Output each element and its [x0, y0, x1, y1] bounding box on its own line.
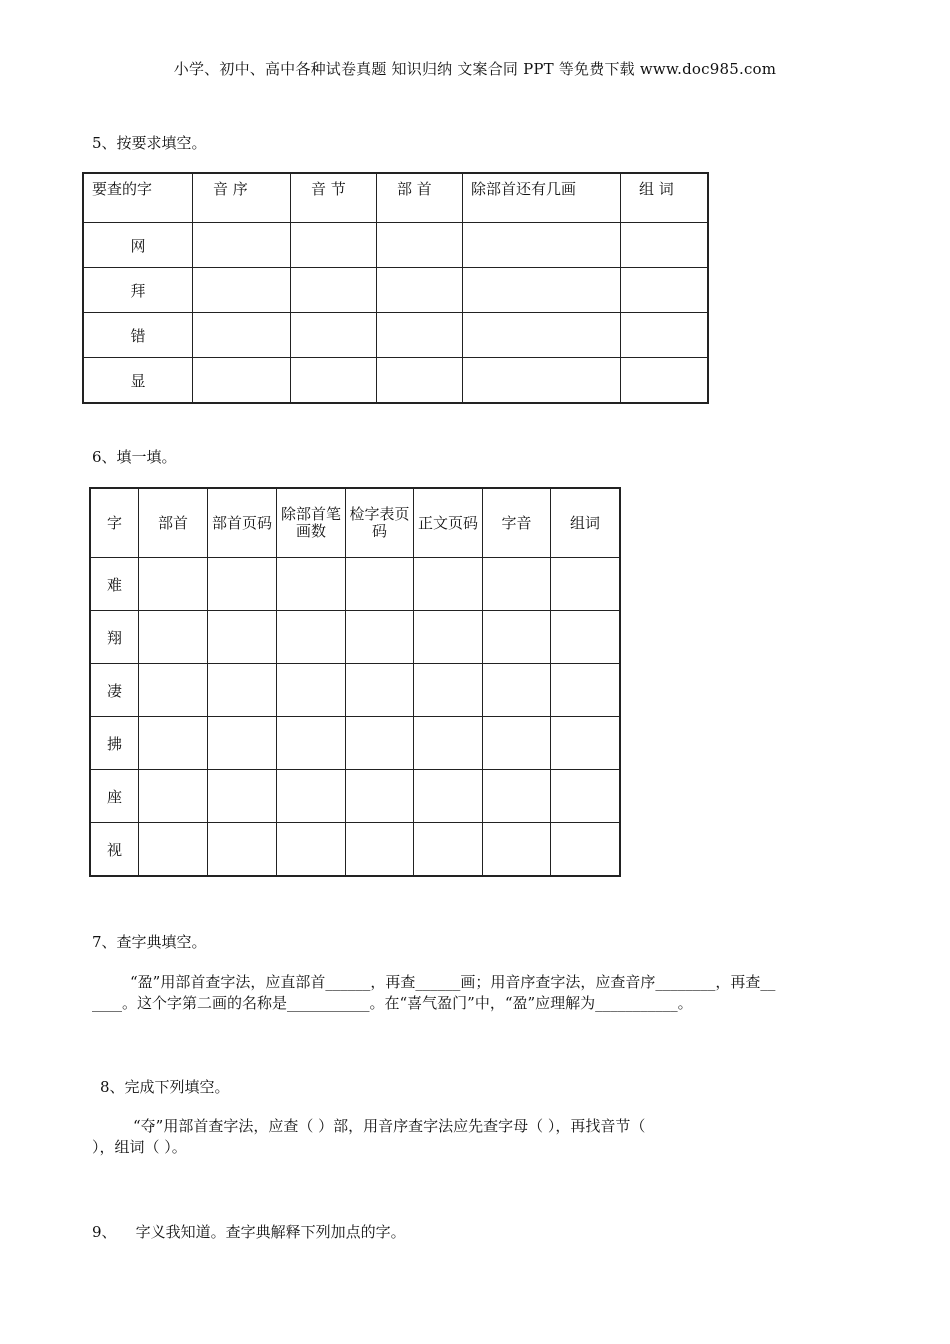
question-6-table: [89, 487, 621, 877]
q6-blank-cell[interactable]: [414, 611, 483, 664]
question-6-title: 6、填一填。: [92, 448, 177, 466]
q6-char-cell: 凄: [90, 664, 139, 717]
q6-blank-cell[interactable]: [346, 664, 414, 717]
q6-blank-cell[interactable]: [277, 823, 346, 877]
q6-blank-cell[interactable]: [277, 664, 346, 717]
q5-header-char: 要查的字: [83, 173, 193, 223]
q6-blank-cell[interactable]: [551, 611, 621, 664]
table-row: [90, 770, 620, 823]
q5-header-bushou: 部 首: [377, 173, 463, 223]
q6-char-cell: 难: [90, 558, 139, 611]
question-5-title: 5、按要求填空。: [92, 134, 207, 152]
q6-blank-cell[interactable]: [208, 770, 277, 823]
q6-blank-cell[interactable]: [208, 717, 277, 770]
q6-blank-cell[interactable]: [551, 717, 621, 770]
question-9-title: 9、 字义我知道。查字典解释下列加点的字。: [92, 1223, 406, 1241]
table-row: [83, 223, 708, 268]
q6-blank-cell[interactable]: [346, 611, 414, 664]
q8-line-2: ），组词（ ）。: [92, 1138, 187, 1156]
q5-blank-cell[interactable]: [463, 358, 621, 404]
q5-char-cell: 错: [83, 313, 193, 358]
q5-header-yinjie: 音 节: [291, 173, 377, 223]
q6-char-cell: 座: [90, 770, 139, 823]
table-row: [90, 664, 620, 717]
table-row: [83, 268, 708, 313]
q6-blank-cell[interactable]: [277, 717, 346, 770]
q6-blank-cell[interactable]: [139, 717, 208, 770]
q5-char-cell: 拜: [83, 268, 193, 313]
q6-blank-cell[interactable]: [277, 611, 346, 664]
table-row: [90, 611, 620, 664]
table-row: [90, 558, 620, 611]
q6-blank-cell[interactable]: [483, 823, 551, 877]
q5-blank-cell[interactable]: [193, 223, 291, 268]
q5-blank-cell[interactable]: [291, 268, 377, 313]
q5-blank-cell[interactable]: [291, 313, 377, 358]
q6-blank-cell[interactable]: [346, 717, 414, 770]
question-7-title: 7、查字典填空。: [92, 933, 207, 951]
q6-blank-cell[interactable]: [414, 823, 483, 877]
q6-char-cell: 视: [90, 823, 139, 877]
q6-blank-cell[interactable]: [139, 664, 208, 717]
q5-blank-cell[interactable]: [463, 313, 621, 358]
q6-blank-cell[interactable]: [346, 558, 414, 611]
q5-blank-cell[interactable]: [463, 268, 621, 313]
q7-line-2: ____。这个字第二画的名称是___________。在“喜气盈门”中，“盈”应理解为___________。: [92, 994, 693, 1012]
q6-char-cell: 拂: [90, 717, 139, 770]
q5-header-zuci: 组 词: [621, 173, 709, 223]
q6-header-index-page: 检字表页码: [346, 488, 414, 558]
q5-blank-cell[interactable]: [377, 313, 463, 358]
q6-blank-cell[interactable]: [139, 611, 208, 664]
question-5-table: [82, 172, 709, 404]
q6-header-text-page: 正文页码: [414, 488, 483, 558]
question-8-title: 8、完成下列填空。: [100, 1078, 230, 1096]
q6-blank-cell[interactable]: [414, 558, 483, 611]
table-row: [83, 358, 708, 404]
q6-blank-cell[interactable]: [414, 664, 483, 717]
q5-blank-cell[interactable]: [621, 268, 709, 313]
q6-header-zuci: 组词: [551, 488, 621, 558]
q8-line-1: “夺”用部首查字法，应查（ ）部，用音序查字法应先查字母（ ），再找音节（: [133, 1117, 646, 1135]
page-header: 小学、初中、高中各种试卷真题 知识归纳 文案合同 PPT 等免费下载 www.doc985.com: [173, 60, 777, 78]
q5-blank-cell[interactable]: [377, 223, 463, 268]
q6-header-bushou: 部首: [139, 488, 208, 558]
q6-blank-cell[interactable]: [208, 558, 277, 611]
q7-line-1: “盈”用部首查字法，应直部首______，再查______画；用音序查字法，应查音序________，再查__: [130, 973, 776, 991]
q5-blank-cell[interactable]: [377, 268, 463, 313]
q6-blank-cell[interactable]: [208, 664, 277, 717]
q6-blank-cell[interactable]: [483, 664, 551, 717]
q5-char-cell: 显: [83, 358, 193, 404]
q6-blank-cell[interactable]: [414, 770, 483, 823]
q6-char-cell: 翔: [90, 611, 139, 664]
q6-blank-cell[interactable]: [551, 770, 621, 823]
q6-blank-cell[interactable]: [277, 558, 346, 611]
q5-header-strokes: 除部首还有几画: [463, 173, 621, 223]
q6-blank-cell[interactable]: [483, 770, 551, 823]
q6-blank-cell[interactable]: [551, 558, 621, 611]
q5-blank-cell[interactable]: [193, 358, 291, 404]
q5-blank-cell[interactable]: [291, 223, 377, 268]
q6-blank-cell[interactable]: [277, 770, 346, 823]
q6-header-bushou-page: 部首页码: [208, 488, 277, 558]
q6-blank-cell[interactable]: [414, 717, 483, 770]
q6-blank-cell[interactable]: [551, 823, 621, 877]
q6-blank-cell[interactable]: [483, 611, 551, 664]
q6-blank-cell[interactable]: [483, 717, 551, 770]
q5-blank-cell[interactable]: [291, 358, 377, 404]
q5-blank-cell[interactable]: [193, 313, 291, 358]
q5-char-cell: 网: [83, 223, 193, 268]
table-row: [90, 823, 620, 877]
q6-blank-cell[interactable]: [139, 770, 208, 823]
q6-blank-cell[interactable]: [139, 823, 208, 877]
q6-header-strokes: 除部首笔画数: [277, 488, 346, 558]
q6-header-pronunciation: 字音: [483, 488, 551, 558]
q6-blank-cell[interactable]: [208, 823, 277, 877]
q6-blank-cell[interactable]: [346, 770, 414, 823]
table-row: [83, 313, 708, 358]
q5-blank-cell[interactable]: [621, 223, 709, 268]
q6-blank-cell[interactable]: [551, 664, 621, 717]
q5-header-yinxu: 音 序: [193, 173, 291, 223]
q6-blank-cell[interactable]: [483, 558, 551, 611]
table-row: [90, 717, 620, 770]
q6-header-char: 字: [90, 488, 139, 558]
q5-blank-cell[interactable]: [621, 313, 709, 358]
q6-blank-cell[interactable]: [346, 823, 414, 877]
q6-blank-cell[interactable]: [208, 611, 277, 664]
q5-blank-cell[interactable]: [193, 268, 291, 313]
q6-blank-cell[interactable]: [139, 558, 208, 611]
q5-blank-cell[interactable]: [377, 358, 463, 404]
q5-blank-cell[interactable]: [463, 223, 621, 268]
q5-blank-cell[interactable]: [621, 358, 709, 404]
